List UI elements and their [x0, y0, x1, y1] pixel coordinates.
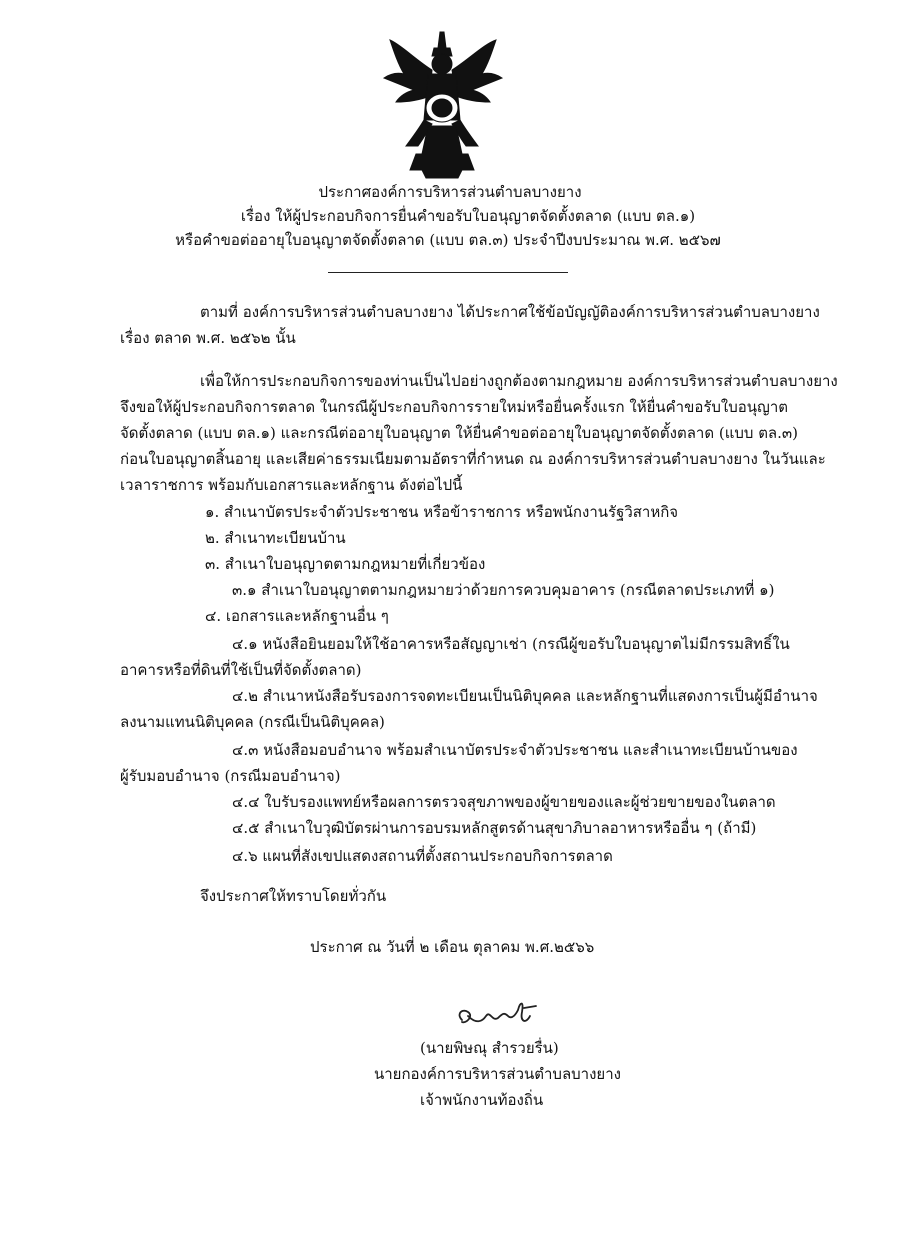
list-item-4-1-line-1: ๔.๑ หนังสือยินยอมให้ใช้อาคารหรือสัญญาเช่า (กรณีผู้ขอรับใบอนุญาตไม่มีกรรมสิทธิ์ใน	[232, 635, 790, 653]
list-item-4-2-line-1: ๔.๒ สำเนาหนังสือรับรองการจดทะเบียนเป็นนิติบุคคล และหลักฐานที่แสดงการเป็นผู้มีอำนาจ	[232, 687, 818, 705]
garuda-emblem-icon	[378, 30, 508, 180]
paragraph-2-line-4: ก่อนใบอนุญาตสิ้นอายุ และเสียค่าธรรมเนียมตามอัตราที่กำหนด ณ องค์การบริหารส่วนตำบลบางยาง ในวันและ	[120, 450, 826, 468]
list-item-4-2-line-2: ลงนามแทนนิติบุคคล (กรณีเป็นนิติบุคคล)	[120, 713, 385, 731]
list-item-4-4: ๔.๔ ใบรับรองแพทย์หรือผลการตรวจสุขภาพของผู้ขายของและผู้ช่วยขายของในตลาด	[232, 793, 776, 811]
list-item-4-3-line-2: ผู้รับมอบอำนาจ (กรณีมอบอำนาจ)	[120, 767, 341, 785]
title-line-2: เรื่อง ให้ผู้ประกอบกิจการยื่นคำขอรับใบอนุญาตจัดตั้งตลาด (แบบ ตล.๑)	[240, 207, 696, 225]
list-item-3: ๓. สำเนาใบอนุญาตตามกฎหมายที่เกี่ยวข้อง	[205, 555, 486, 573]
paragraph-1-line-2: เรื่อง ตลาด พ.ศ. ๒๕๖๒ นั้น	[120, 329, 296, 347]
signatory-name: (นายพิษณุ สำรวยรื่น)	[420, 1039, 559, 1057]
paragraph-2-line-3: จัดตั้งตลาด (แบบ ตล.๑) และกรณีต่ออายุใบอนุญาต ให้ยื่นคำขอต่ออายุใบอนุญาตจัดตั้งตลาด (แบบ ตล.๓)	[120, 424, 798, 442]
list-item-4-1-line-2: อาคารหรือที่ดินที่ใช้เป็นที่จัดตั้งตลาด)	[120, 661, 362, 679]
paragraph-2-line-5: เวลาราชการ พร้อมกับเอกสารและหลักฐาน ดังต่อไปนี้	[120, 476, 463, 494]
list-item-2: ๒. สำเนาทะเบียนบ้าน	[205, 529, 346, 547]
list-item-4-3-line-1: ๔.๓ หนังสือมอบอำนาจ พร้อมสำเนาบัตรประจำตัวประชาชน และสำเนาทะเบียนบ้านของ	[232, 741, 798, 759]
paragraph-1-line-1: ตามที่ องค์การบริหารส่วนตำบลบางยาง ได้ประกาศใช้ข้อบัญญัติองค์การบริหารส่วนตำบลบางยาง	[200, 303, 820, 321]
list-item-4-5: ๔.๕ สำเนาใบวุฒิบัตรผ่านการอบรมหลักสูตรด้านสุขาภิบาลอาหารหรืออื่น ๆ (ถ้ามี)	[232, 819, 757, 837]
signatory-position-2: เจ้าพนักงานท้องถิ่น	[420, 1091, 544, 1109]
list-item-4: ๔. เอกสารและหลักฐานอื่น ๆ	[205, 607, 389, 625]
title-divider	[328, 272, 568, 273]
signatory-position-1: นายกองค์การบริหารส่วนตำบลบางยาง	[374, 1065, 621, 1083]
list-item-3-1: ๓.๑ สำเนาใบอนุญาตตามกฎหมายว่าด้วยการควบคุมอาคาร (กรณีตลาดประเภทที่ ๑)	[232, 581, 775, 599]
list-item-4-6: ๔.๖ แผนที่สังเขปแสดงสถานที่ตั้งสถานประกอบกิจการตลาด	[232, 847, 613, 865]
title-line-1: ประกาศองค์การบริหารส่วนตำบลบางยาง	[318, 183, 582, 201]
paragraph-2-line-2: จึงขอให้ผู้ประกอบกิจการตลาด ในกรณีผู้ประกอบกิจการรายใหม่หรือยื่นครั้งแรก ให้ยื่นคำขอรับใบอนุญาต	[120, 398, 788, 416]
announcement-date: ประกาศ ณ วันที่ ๒ เดือน ตุลาคม พ.ศ.๒๕๖๖	[310, 938, 595, 956]
title-line-3: หรือคำขอต่ออายุใบอนุญาตจัดตั้งตลาด (แบบ ตล.๓) ประจำปีงบประมาณ พ.ศ. ๒๕๖๗	[175, 231, 721, 249]
closing-statement: จึงประกาศให้ทราบโดยทั่วกัน	[200, 887, 387, 905]
paragraph-2-line-1: เพื่อให้การประกอบกิจการของท่านเป็นไปอย่างถูกต้องตามกฎหมาย องค์การบริหารส่วนตำบลบางยาง	[200, 372, 838, 390]
handwritten-signature-icon	[452, 994, 562, 1034]
list-item-1: ๑. สำเนาบัตรประจำตัวประชาชน หรือข้าราชการ หรือพนักงานรัฐวิสาหกิจ	[205, 503, 679, 521]
